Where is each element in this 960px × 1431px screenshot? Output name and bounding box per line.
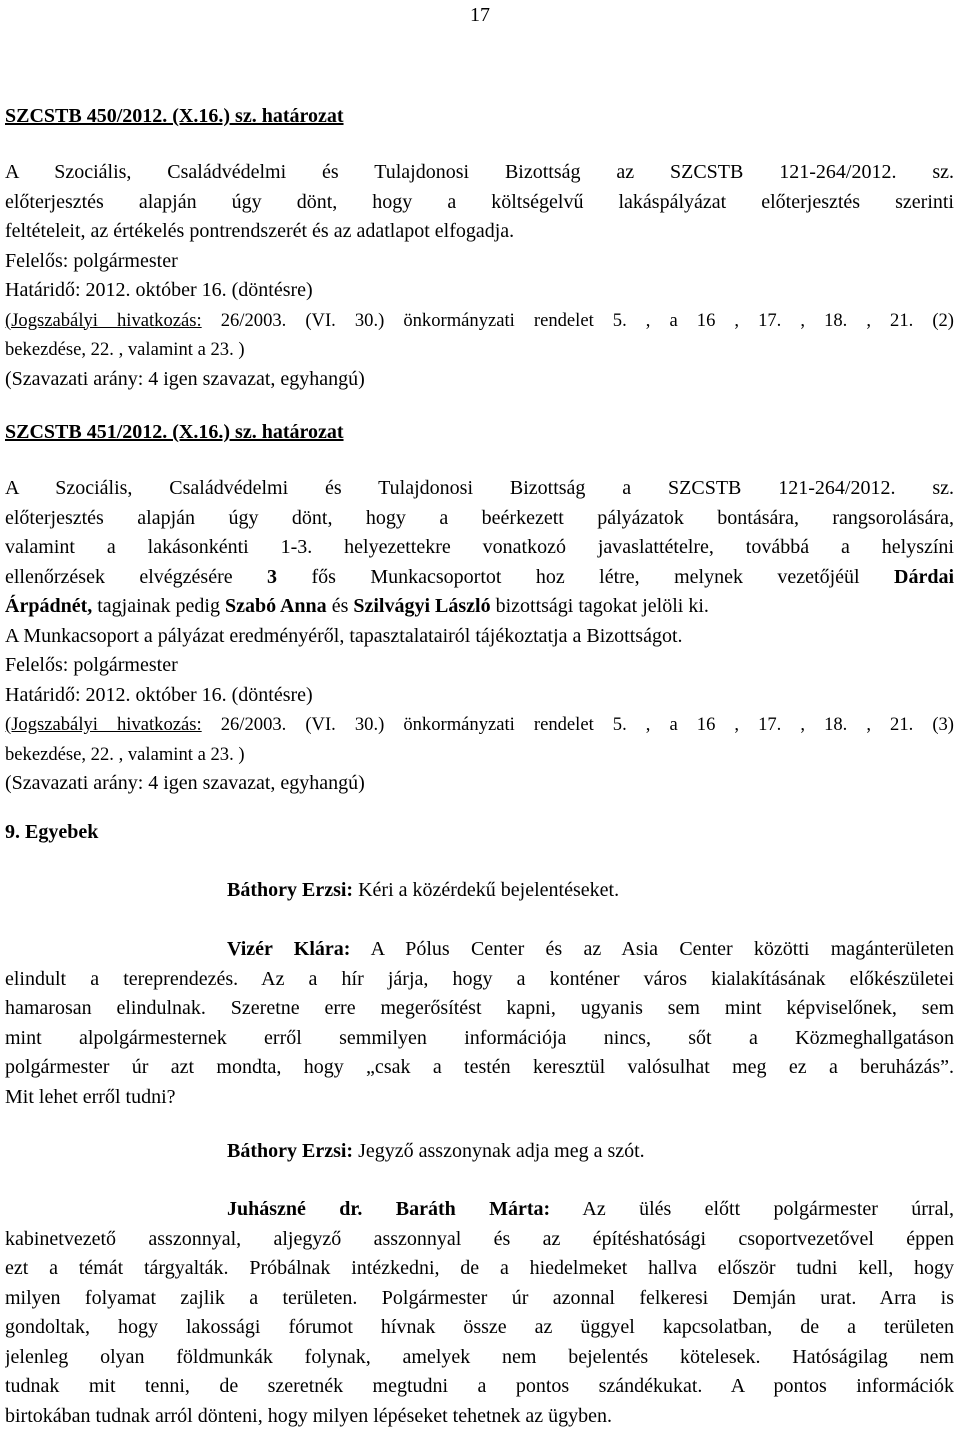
paragraph-line: birtokában tudnak arról dönteni, hogy milyen lépéseket tehetnek az ügyben. <box>5 1402 954 1431</box>
paragraph-line: tudnak mit tenni, de szeretnék megtudni a pontos szándékukat. A pontos információk <box>5 1372 954 1402</box>
legal-reference-line: (Jogszabályi hivatkozás: 26/2003. (VI. 30.) önkormányzati rendelet 5. , a 16 , 17. , 18. , 21. (3) <box>5 710 954 740</box>
resolution-450-body <box>5 158 954 394</box>
legal-reference-line: bekezdése, 22. , valamint a 23. ) <box>5 740 954 770</box>
vote-ratio-line: (Szavazati arány: 4 igen szavazat, egyhangú) <box>5 769 954 799</box>
paragraph-line: Mit lehet erről tudni? <box>5 1083 954 1113</box>
legal-reference-line: bekezdése, 22. , valamint a 23. ) <box>5 335 954 365</box>
speaker-name: Báthory Erzsi: <box>227 879 353 901</box>
paragraph-line: előterjesztés alapján úgy dönt, hogy a beérkezett pályázatok bontására, rangsorolására, <box>5 504 954 534</box>
paragraph-line: elindult a tereprendezés. Az a hír járja, hogy a konténer város kialakításának előkészületei <box>5 965 954 995</box>
paragraph-line: mint alpolgármesternek erről semmilyen információja nincs, sőt a Közmeghallgatáson <box>5 1024 954 1054</box>
responsible-line: Felelős: polgármester <box>5 651 954 681</box>
paragraph-line: ezt a témát tárgyalták. Próbálnak intézkedni, de a hiedelmeket hallva először tudni kell, hogy <box>5 1254 954 1284</box>
deadline-line: Határidő: 2012. október 16. (döntésre) <box>5 681 954 711</box>
speaker-name: Vizér Klára: <box>227 938 350 960</box>
paragraph-line: A Szociális, Családvédelmi és Tulajdonosi Bizottság a SZCSTB 121-264/2012. sz. <box>5 474 954 504</box>
speaker-paragraph <box>5 876 954 906</box>
vote-ratio-line: (Szavazati arány: 4 igen szavazat, egyhangú) <box>5 365 954 395</box>
paragraph-line: kabinetvezető asszonnyal, aljegyző asszonnyal és az építéshatósági csoportvezetővel éppen <box>5 1225 954 1255</box>
paragraph-line: milyen folyamat zajlik a területen. Polgármester úr azonnal felkeresi Demján urat. Arra is <box>5 1284 954 1314</box>
paragraph-line: ellenőrzések elvégzésére 3 fős Munkacsoportot hoz létre, melynek vezetőjéül Dárdai <box>5 563 954 593</box>
paragraph-line: jelenleg olyan földmunkák folynak, amelyek nem bejelentés kötelesek. Hatóságilag nem <box>5 1343 954 1373</box>
paragraph-line: hamarosan elindulnak. Szeretne erre megerősítést kapni, ugyanis sem mint képviselőnek, sem <box>5 994 954 1024</box>
speaker-paragraph <box>5 1137 954 1167</box>
speaker-paragraph <box>5 1195 954 1431</box>
paragraph-line: valamint a lakásonkénti 1-3. helyezettekre vonatkozó javaslattételre, továbbá a helyszíni <box>5 533 954 563</box>
paragraph-line: Báthory Erzsi: Jegyző asszonynak adja meg a szót. <box>5 1137 954 1167</box>
paragraph-line: A Szociális, Családvédelmi és Tulajdonosi Bizottság az SZCSTB 121-264/2012. sz. <box>5 158 954 188</box>
paragraph-line: Árpádnét, tagjainak pedig Szabó Anna és Szilvágyi László bizottsági tagokat jelöli ki. <box>5 592 954 622</box>
page-number: 17 <box>0 4 960 26</box>
paragraph-line: A Munkacsoport a pályázat eredményéről, tapasztalatairól tájékoztatja a Bizottságot. <box>5 622 954 652</box>
resolution-450-heading: SZCSTB 450/2012. (X.16.) sz. határozat <box>5 102 954 132</box>
paragraph-line: gondoltak, hogy lakossági fórumot hívnak össze az üggyel kapcsolatban, de a területen <box>5 1313 954 1343</box>
legal-reference-line: (Jogszabályi hivatkozás: 26/2003. (VI. 30.) önkormányzati rendelet 5. , a 16 , 17. , 18. , 21. (2) <box>5 306 954 336</box>
paragraph-line: Báthory Erzsi: Kéri a közérdekű bejelentéseket. <box>5 876 954 906</box>
paragraph-line: Vizér Klára: A Pólus Center és az Asia Center közötti magánterületen <box>5 935 954 965</box>
paragraph-line: előterjesztés alapján úgy dönt, hogy a költségelvű lakáspályázat előterjesztés szerinti <box>5 188 954 218</box>
speaker-paragraph <box>5 935 954 1112</box>
resolution-451-heading: SZCSTB 451/2012. (X.16.) sz. határozat <box>5 418 954 448</box>
paragraph-line: Juhászné dr. Baráth Márta: Az ülés előtt polgármester úrral, <box>5 1195 954 1225</box>
resolution-451-body <box>5 474 954 799</box>
speaker-name: Juhászné dr. Baráth Márta: <box>227 1198 550 1220</box>
section-heading: 9. Egyebek <box>5 818 954 848</box>
deadline-line: Határidő: 2012. október 16. (döntésre) <box>5 276 954 306</box>
paragraph-line: polgármester úr azt mondta, hogy „csak a testén keresztül valósulhat meg ez a beruházás”. <box>5 1053 954 1083</box>
speaker-name: Báthory Erzsi: <box>227 1140 353 1162</box>
responsible-line: Felelős: polgármester <box>5 247 954 277</box>
paragraph-line: feltételeit, az értékelés pontrendszerét és az adatlapot elfogadja. <box>5 217 954 247</box>
